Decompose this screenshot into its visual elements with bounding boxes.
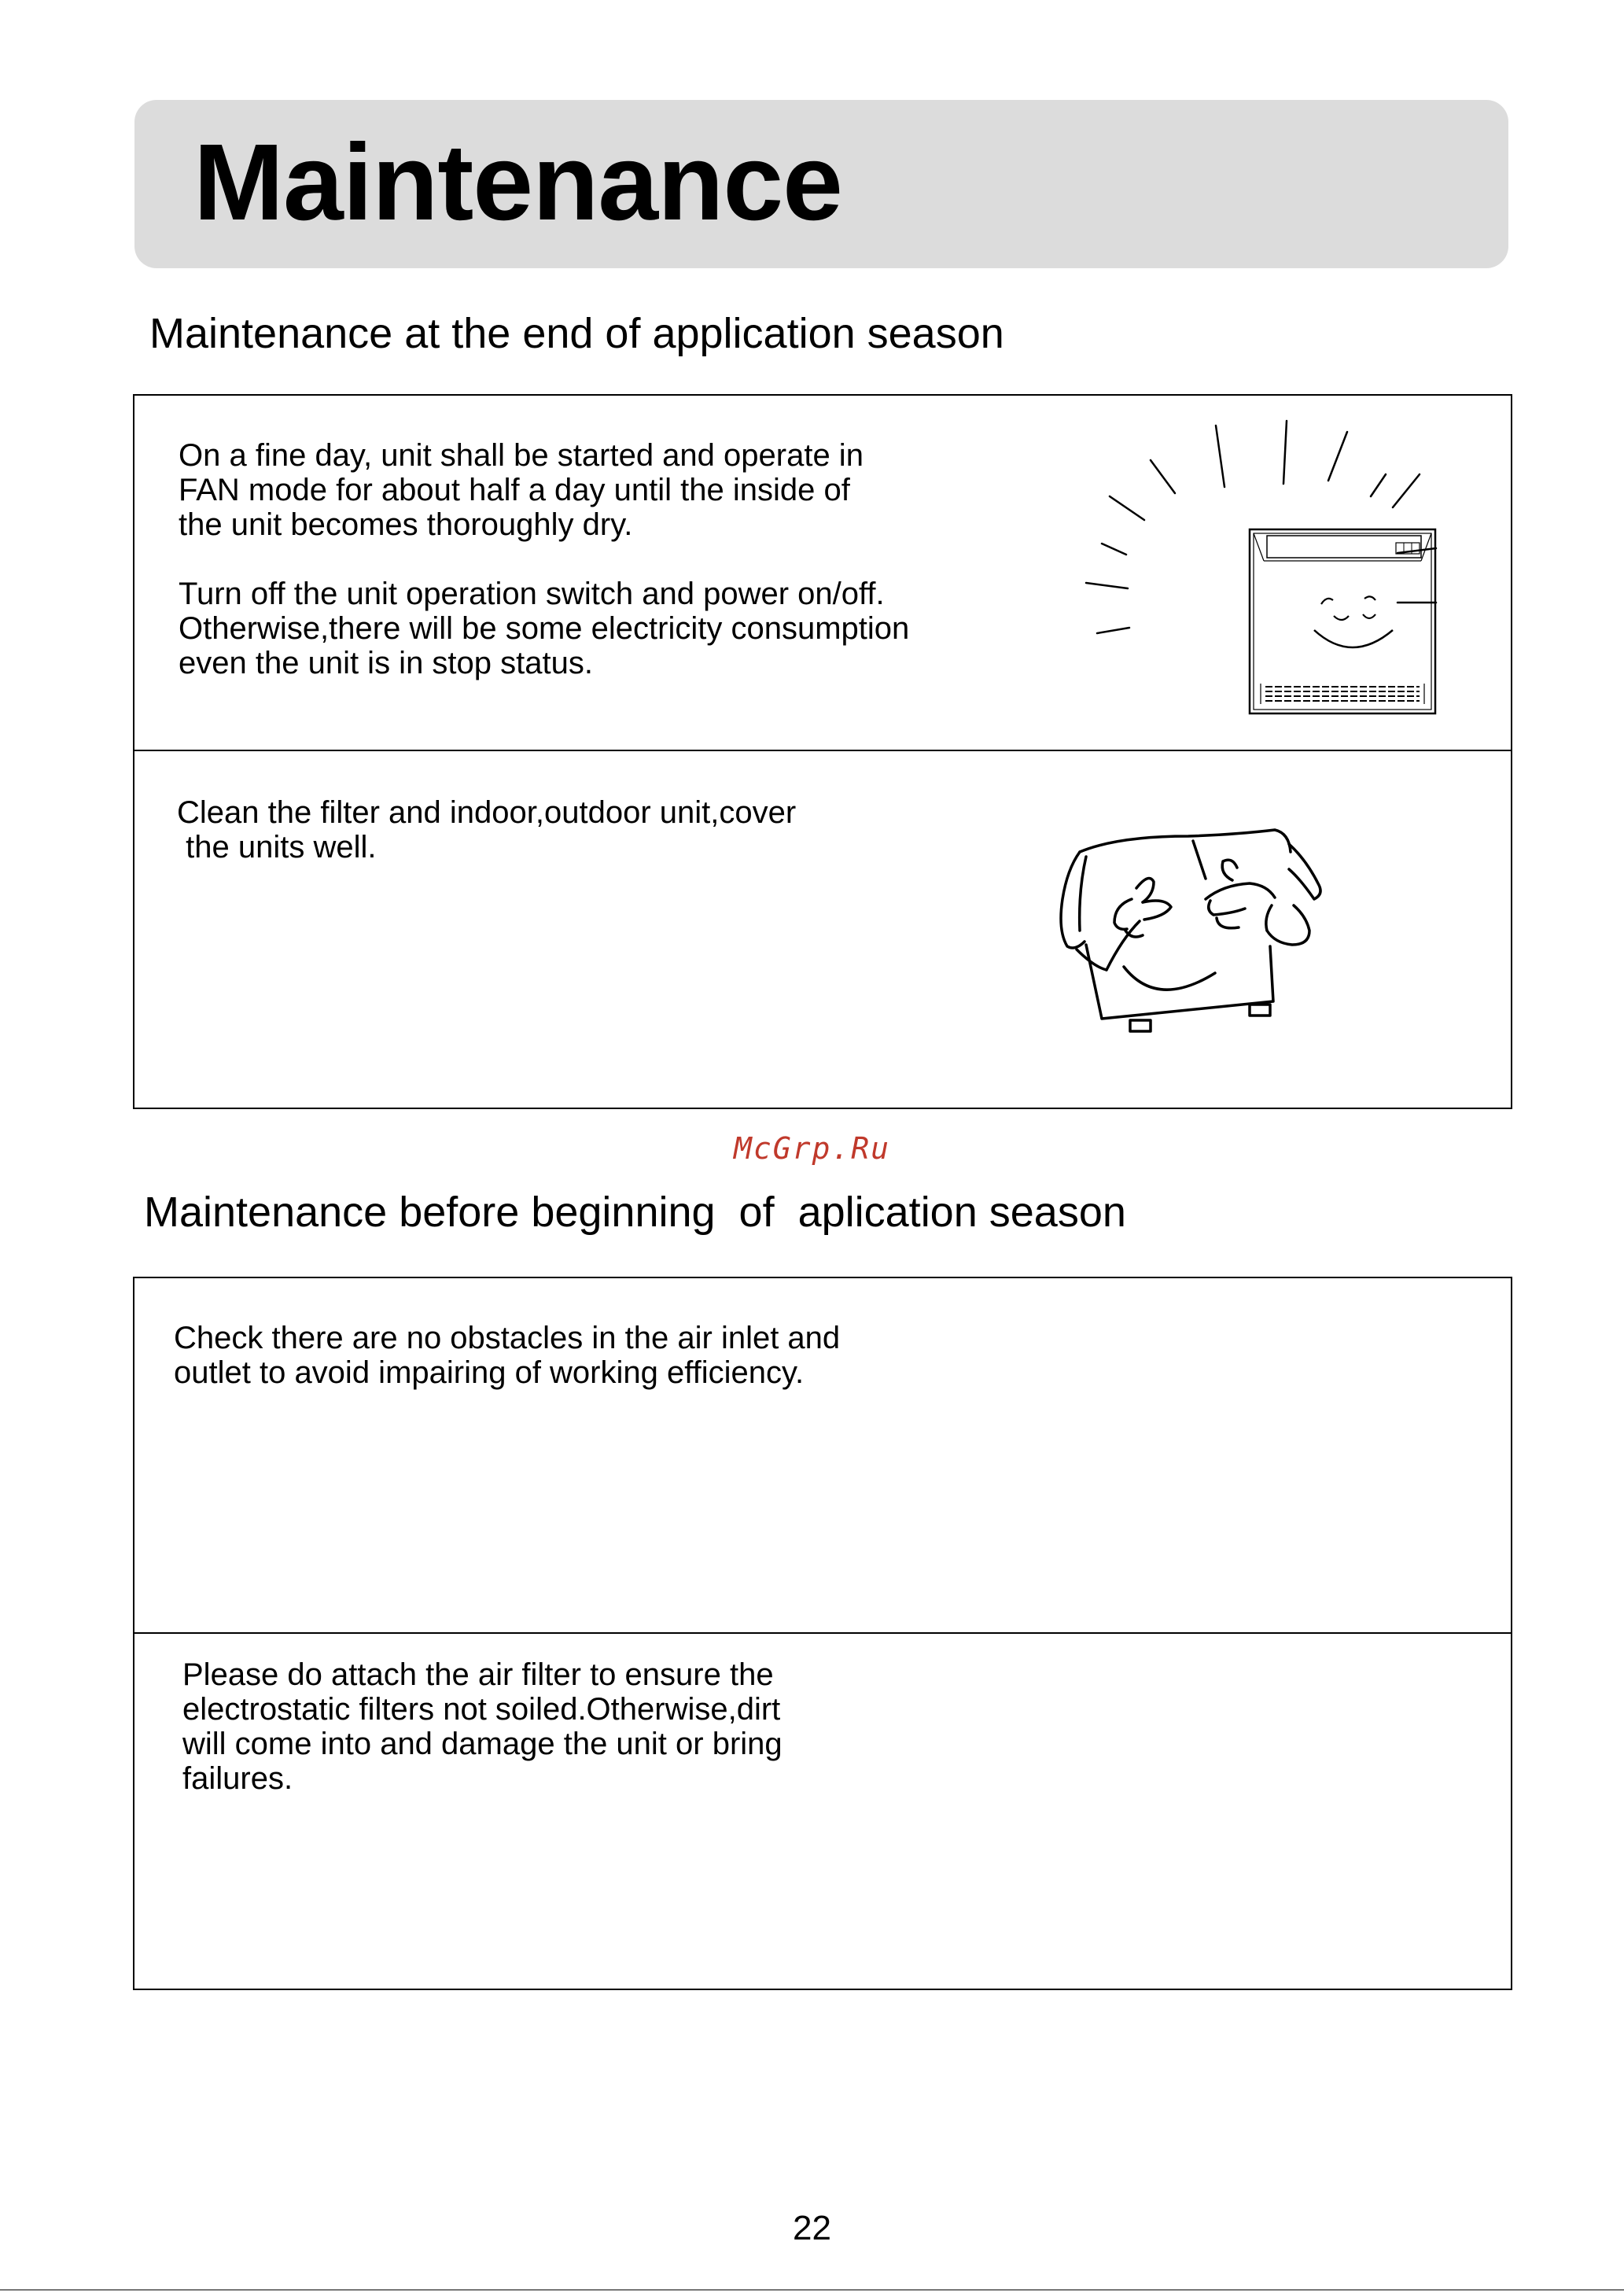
end-of-season-divider: [134, 750, 1511, 751]
smiling-air-conditioner-icon: [1007, 411, 1448, 742]
title-bar: [134, 100, 1508, 268]
bottom-rule: [0, 2289, 1624, 2291]
end-of-season-item-1-text: On a fine day, unit shall be started and operate in FAN mode for about half a day until the inside of the unit becomes thoroughly dry. Turn off the unit operation switch and power on/off. Otherwise,there will be some electricity consumption even the unit is in stop status.: [179, 438, 910, 680]
before-season-item-1-text: Check there are no obstacles in the air inlet and outlet to avoid impairing of working efficiency.: [174, 1321, 841, 1390]
before-season-box: [133, 1277, 1512, 1990]
end-of-season-item-2-text: Clean the filter and indoor,outdoor unit,cover the units well.: [177, 795, 797, 864]
watermark: McGrp.Ru: [733, 1131, 891, 1166]
end-of-season-box: [133, 394, 1512, 1109]
section-heading-before-season: Maintenance before beginning of aplication season: [144, 1189, 1126, 1236]
page-number: 22: [793, 2209, 831, 2247]
section-heading-end-of-season: Maintenance at the end of application season: [149, 310, 1004, 357]
before-season-divider: [134, 1632, 1511, 1634]
before-season-item-2-text: Please do attach the air filter to ensure the electrostatic filters not soiled.Otherwise,dirt will come into and damage the unit or bring failures.: [182, 1657, 783, 1796]
covered-unit-icon: [1039, 813, 1338, 1064]
page-title: Maintenance: [193, 122, 842, 243]
